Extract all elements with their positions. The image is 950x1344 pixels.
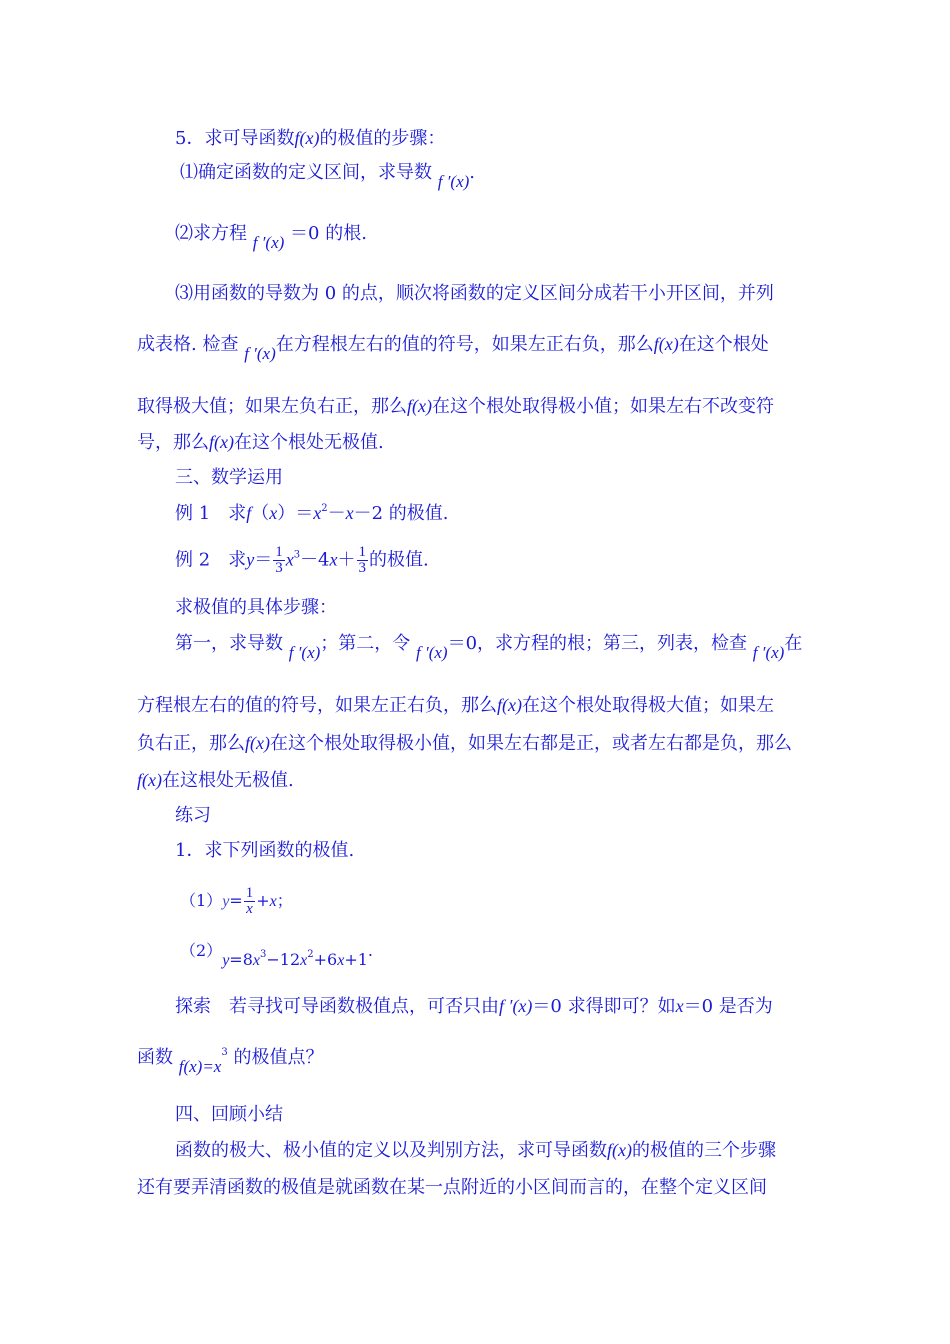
step-3-line-2 — [137, 332, 769, 363]
denominator: 3 — [358, 560, 367, 576]
text: 在这个根处无极值. — [233, 432, 384, 453]
math-fx: f(x) — [653, 334, 679, 354]
text: 探索 若寻找可导函数极值点，可否只由 — [175, 996, 499, 1017]
text: +6 — [313, 950, 338, 969]
math-fprime: f ′(x) — [244, 344, 276, 363]
text: 在方程根左右的值的符号，如果左正右负，那么 — [275, 334, 654, 355]
text: 方程根左右的值的符号，如果左正右负，那么 — [137, 695, 497, 716]
example-2 — [175, 545, 429, 576]
text: － — [327, 503, 346, 524]
text: −12 — [266, 950, 301, 969]
text: －4 — [300, 549, 330, 571]
math-fprime: f ′(x) — [416, 643, 448, 662]
denominator: 3 — [275, 560, 283, 576]
math-var: y — [222, 952, 230, 969]
step-3-line-1 — [175, 282, 774, 306]
text: + — [256, 891, 270, 910]
exponent: 3 — [260, 949, 267, 960]
math-var: y — [246, 549, 255, 570]
math-var: x — [313, 503, 322, 523]
exponent: 3 — [293, 549, 301, 561]
steps-title — [175, 596, 337, 620]
math-fprime: f ′(x) — [437, 172, 470, 191]
exponent: 2 — [307, 949, 314, 960]
text: 三、数学运用 — [175, 467, 283, 488]
exponent: 2 — [321, 503, 328, 514]
steps-line-3 — [137, 731, 792, 756]
math-fprime: f ′(x) — [252, 233, 285, 252]
math-var: x — [329, 549, 338, 570]
text: ＝0 是否为 — [683, 996, 773, 1017]
text: （1） — [180, 891, 223, 910]
step-2 — [175, 222, 367, 252]
math-fx: f(x) — [407, 396, 432, 416]
text: 5．求可导函数 — [175, 128, 295, 149]
text: 负右正，那么 — [137, 733, 245, 754]
practice-question-1 — [175, 839, 354, 863]
text: 取得极大值；如果左负右正，那么 — [137, 396, 407, 417]
text: 的极值点？ — [233, 1047, 324, 1068]
text: ＝0 求得即可？如 — [532, 996, 676, 1017]
math-fx: f(x) — [209, 432, 234, 452]
math-var: x — [285, 549, 294, 570]
text: 在这个根处取得极小值，如果左右都是正，或者左右都是负，那么 — [269, 733, 792, 754]
text: 的极值. — [369, 549, 429, 571]
text: =8 — [229, 950, 253, 969]
text: . — [367, 941, 374, 960]
explore-line-1 — [175, 994, 773, 1019]
text: 的极值的三个步骤 — [631, 1140, 776, 1161]
math-var: x — [300, 952, 308, 969]
math-fprime: f ′(x) — [499, 996, 533, 1016]
math-fprime: f ′(x) — [288, 643, 321, 662]
numerator: 1 — [245, 885, 254, 901]
text: ＝0 的根. — [290, 223, 367, 244]
text: . — [469, 162, 476, 183]
text: （ — [251, 503, 270, 524]
steps-line-1 — [175, 632, 803, 662]
math-var: y — [222, 893, 230, 910]
section-heading-4 — [175, 1103, 283, 1127]
step-1 — [180, 161, 476, 191]
text: 第一，求导数 — [175, 633, 283, 654]
steps-heading — [175, 126, 445, 151]
math-fx: f(x) — [497, 695, 522, 715]
text: 号，那么 — [137, 432, 209, 453]
practice-item-1 — [180, 886, 293, 917]
denominator: x — [246, 901, 253, 917]
numerator: 1 — [275, 544, 283, 560]
text: ⑶用函数的导数为 0 的点，顺次将函数的定义区间分成若干小开区间，并列 — [175, 283, 774, 304]
summary-line-2 — [137, 1176, 767, 1200]
math-var: x — [675, 996, 684, 1016]
math-var: f — [246, 503, 252, 523]
text: ； — [276, 891, 293, 910]
text: 四、回顾小结 — [175, 1104, 283, 1125]
text: ⑵求方程 — [175, 223, 247, 244]
summary-line-1 — [175, 1138, 776, 1163]
text: 函数的极大、极小值的定义以及判别方法，求可导函数 — [175, 1140, 607, 1161]
fraction — [273, 545, 285, 576]
text: 在这个根处取得极小值；如果左右不改变符 — [431, 396, 774, 417]
math-fx: f(x) — [137, 770, 162, 790]
text: +1 — [344, 950, 368, 969]
text: －2 的极值. — [353, 503, 449, 524]
math-fprime: f ′(x) — [752, 643, 785, 662]
text: 还有要弄清函数的极值是就函数在某一点附近的小区间而言的，在整个定义区间 — [137, 1177, 767, 1198]
math-var: x — [345, 503, 354, 523]
fraction — [357, 545, 369, 576]
text: （2） — [180, 941, 223, 960]
text: ＝0，求方程的根；第三，列表，检查 — [447, 633, 748, 654]
practice-item-2 — [180, 939, 374, 969]
text: 的极值的步骤： — [319, 128, 446, 149]
text: ）＝ — [277, 503, 314, 524]
section-heading-3 — [175, 466, 283, 490]
text: 例 1 求 — [175, 503, 247, 524]
text: ＝ — [254, 549, 273, 571]
text: 求极值的具体步骤： — [175, 597, 337, 618]
exponent: 3 — [221, 1047, 228, 1058]
text: ⑴确定函数的定义区间，求导数 — [180, 162, 432, 183]
text: = — [229, 891, 243, 910]
math-var: x — [269, 893, 277, 910]
math-fx: f(x) — [607, 1140, 632, 1160]
explore-line-2 — [137, 1046, 324, 1076]
text: ＋ — [337, 549, 356, 571]
math-fx: f(x)=x — [178, 1057, 222, 1076]
math-fx: f(x) — [245, 733, 270, 753]
text: 例 2 求 — [175, 549, 247, 571]
text: 1．求下列函数的极值. — [175, 840, 355, 861]
step-3-line-4 — [137, 430, 384, 455]
text: 在 — [784, 633, 803, 654]
text: ；第二，令 — [320, 633, 411, 654]
practice-heading — [175, 804, 211, 828]
math-fx: f(x) — [294, 128, 320, 148]
text: 在这根处无极值. — [161, 770, 294, 791]
steps-line-4 — [137, 768, 294, 793]
text: 在这个根处 — [678, 334, 769, 355]
example-1 — [175, 501, 448, 526]
text: 成表格. 检查 — [137, 334, 239, 355]
text: 在这个根处取得极大值；如果左 — [521, 695, 774, 716]
math-var: x — [269, 503, 278, 523]
numerator: 1 — [358, 544, 367, 560]
math-var: x — [337, 952, 345, 969]
text: 练习 — [175, 805, 211, 826]
step-3-line-3 — [137, 394, 774, 419]
math-var: x — [252, 952, 260, 969]
steps-line-2 — [137, 693, 774, 718]
text: 函数 — [137, 1047, 173, 1068]
fraction — [244, 886, 256, 917]
